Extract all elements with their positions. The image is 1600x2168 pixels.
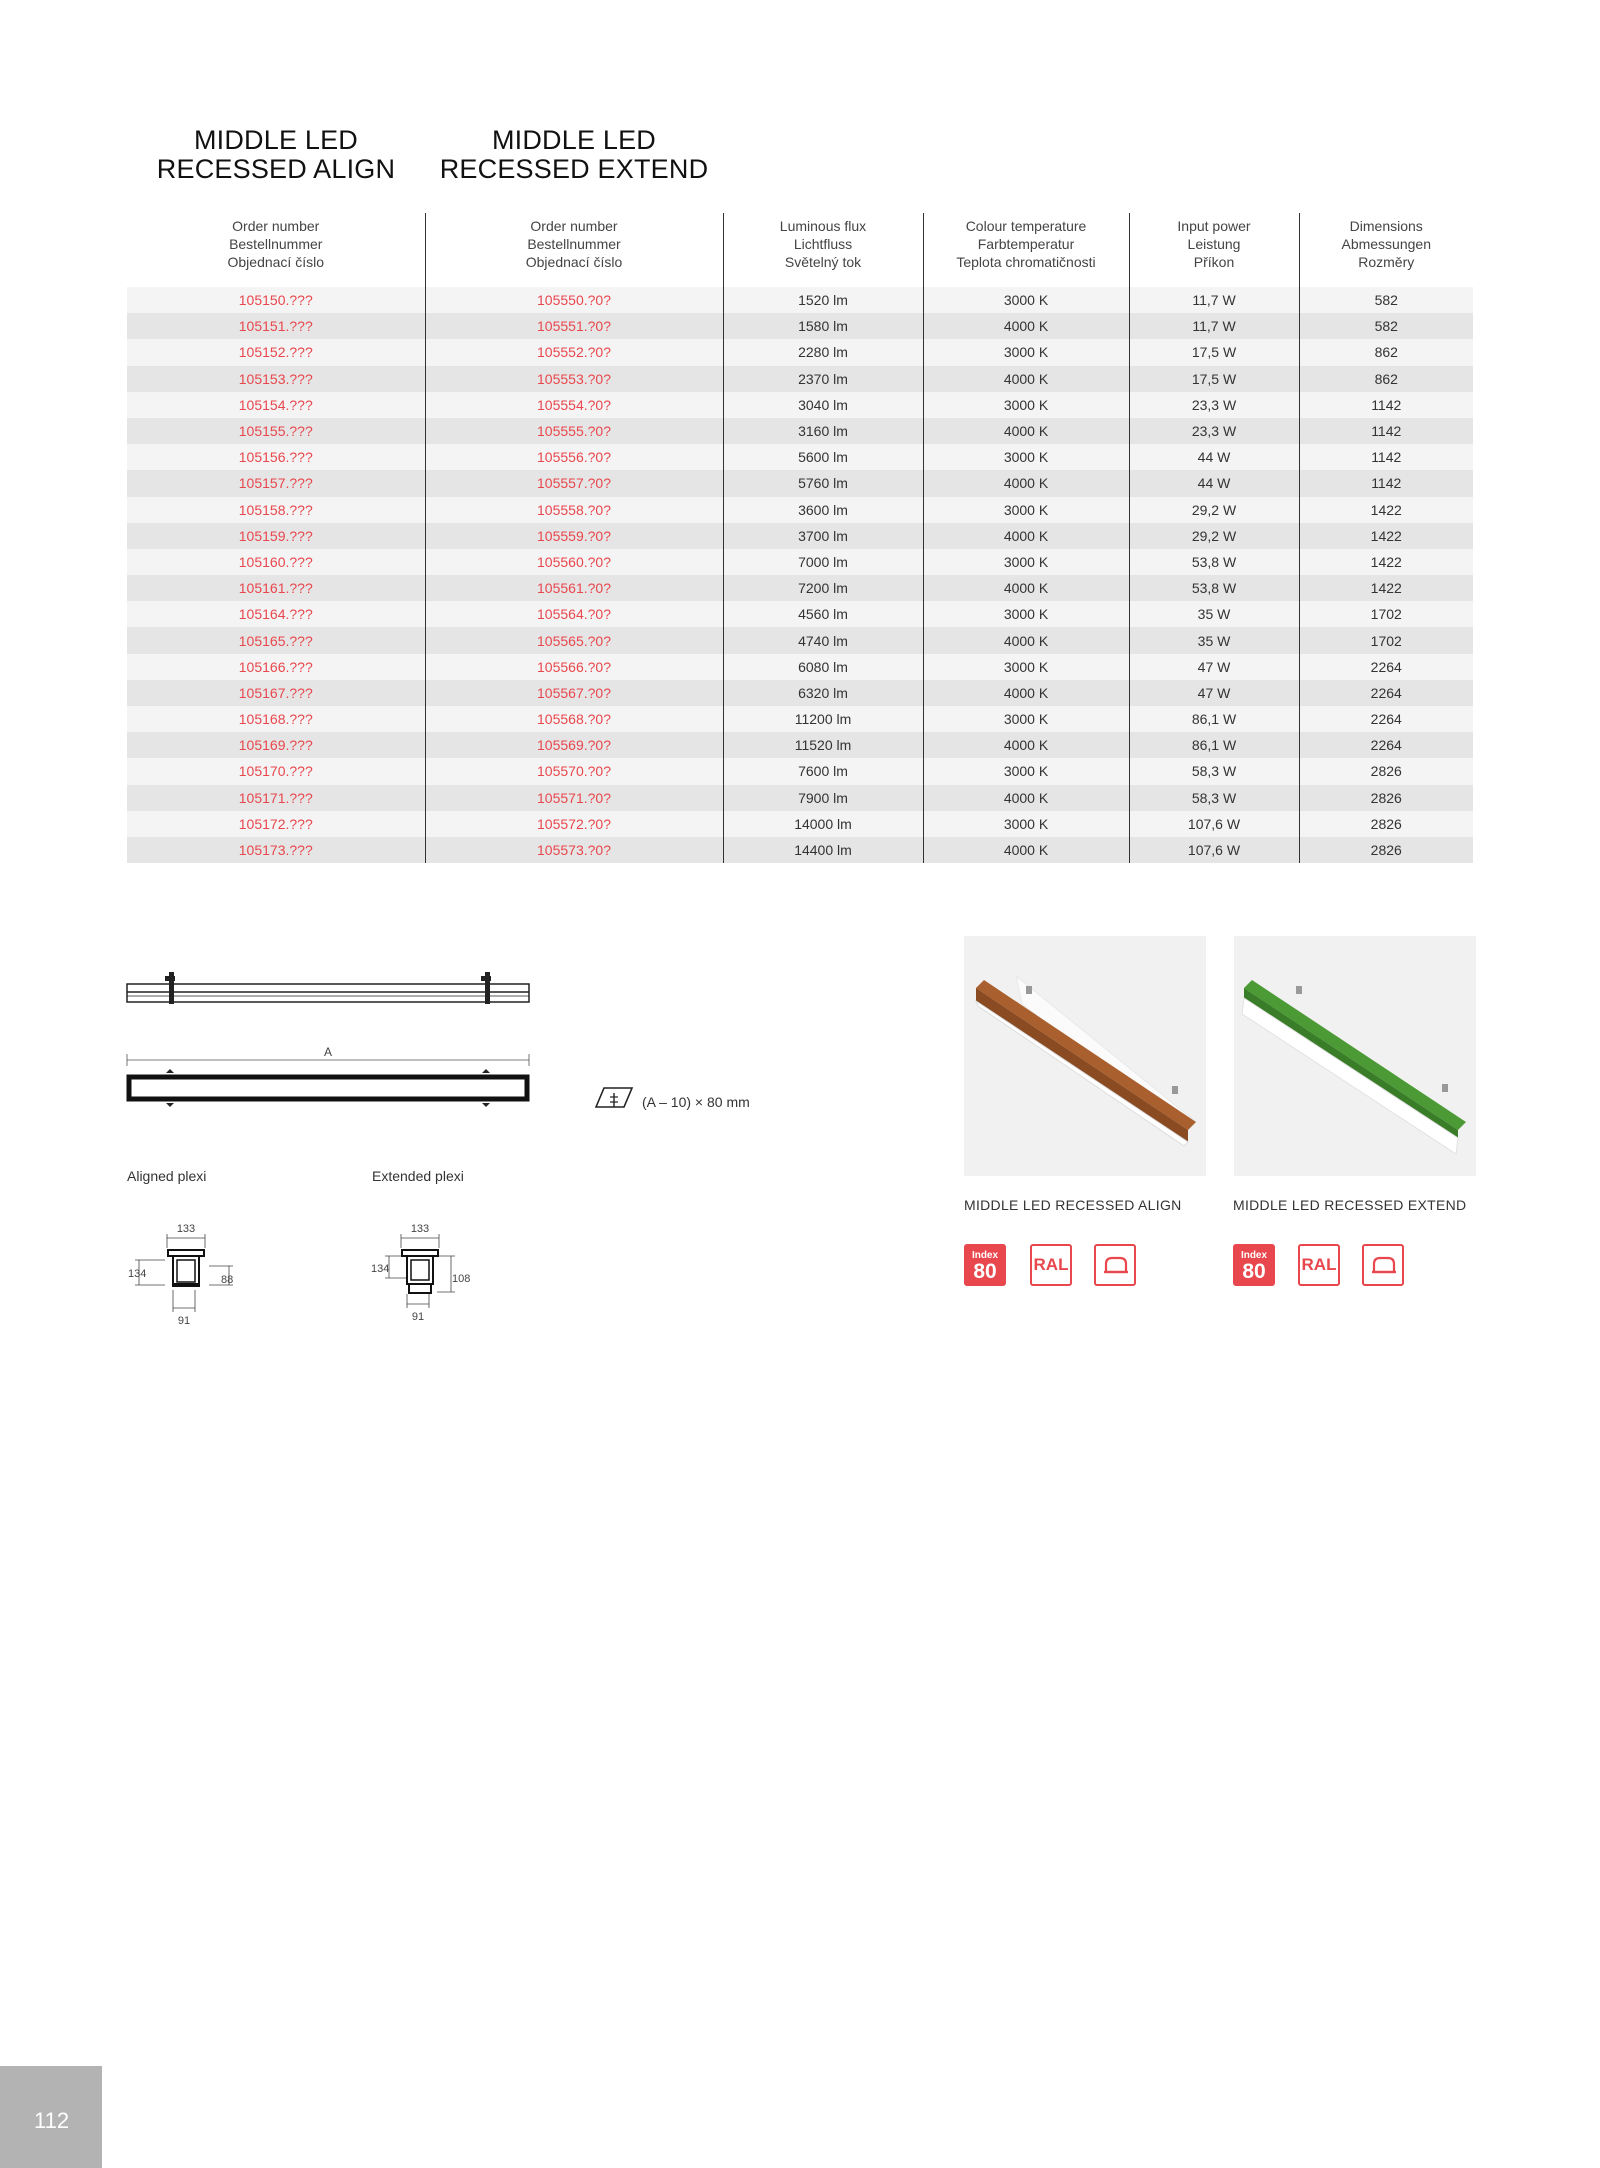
table-row: [127, 392, 1473, 418]
order-number-extend-cell: 105569.?0?: [425, 732, 723, 758]
order-number-align-cell: 105168.???: [127, 706, 425, 732]
order-number-extend-cell: 105556.?0?: [425, 444, 723, 470]
order-number-align-cell: 105172.???: [127, 811, 425, 837]
dimensions-cell: 2826: [1299, 758, 1473, 784]
order-number-extend-cell: 105567.?0?: [425, 680, 723, 706]
order-number-extend-cell: 105573.?0?: [425, 837, 723, 863]
order-number-align-cell: 105150.???: [127, 287, 425, 313]
colour-temperature-cell: 3000 K: [923, 654, 1129, 680]
aligned-plexi-caption: Aligned plexi: [127, 1168, 207, 1184]
dimensions-cell: 2264: [1299, 732, 1473, 758]
input-power-cell: 86,1 W: [1129, 732, 1299, 758]
colour-temperature-cell: 4000 K: [923, 418, 1129, 444]
cutout-dimension-text: (A – 10) × 80 mm: [642, 1094, 750, 1110]
order-number-extend-cell: 105570.?0?: [425, 758, 723, 784]
table-row: [127, 732, 1473, 758]
luminous-flux-cell: 3040 lm: [723, 392, 923, 418]
input-power-cell: 107,6 W: [1129, 811, 1299, 837]
dimensions-cell: 1422: [1299, 523, 1473, 549]
colour-temperature-cell: 4000 K: [923, 470, 1129, 496]
product-extend-image: [1234, 936, 1476, 1176]
product-align-image: [964, 936, 1206, 1176]
input-power-cell: 11,7 W: [1129, 313, 1299, 339]
header-colour-temperature: Colour temperature Farbtemperatur Teplota chromatičnosti: [923, 213, 1129, 287]
order-number-extend-cell: 105550.?0?: [425, 287, 723, 313]
order-number-align-cell: 105157.???: [127, 470, 425, 496]
colour-temperature-cell: 4000 K: [923, 680, 1129, 706]
ceiling-cutout-icon: [590, 1085, 636, 1111]
ral-badge-extend: RAL: [1298, 1244, 1340, 1286]
order-number-align-cell: 105167.???: [127, 680, 425, 706]
header-order-number-extend: Order number Bestellnummer Objednací číslo: [425, 213, 723, 287]
luminous-flux-cell: 7200 lm: [723, 575, 923, 601]
svg-text:91: 91: [411, 1311, 425, 1323]
colour-temperature-cell: 4000 K: [923, 575, 1129, 601]
table-row: [127, 706, 1473, 732]
product-name-align: MIDDLE LED RECESSED ALIGN: [964, 1197, 1182, 1213]
luminous-flux-cell: 5760 lm: [723, 470, 923, 496]
dimensions-cell: 862: [1299, 366, 1473, 392]
order-number-extend-cell: 105551.?0?: [425, 313, 723, 339]
order-number-extend-cell: 105560.?0?: [425, 549, 723, 575]
colour-temperature-cell: 4000 K: [923, 313, 1129, 339]
dimensions-cell: 2264: [1299, 654, 1473, 680]
input-power-cell: 29,2 W: [1129, 523, 1299, 549]
table-row: [127, 785, 1473, 811]
luminous-flux-cell: 6080 lm: [723, 654, 923, 680]
colour-temperature-cell: 4000 K: [923, 837, 1129, 863]
input-power-cell: 58,3 W: [1129, 758, 1299, 784]
input-power-cell: 17,5 W: [1129, 339, 1299, 365]
colour-temperature-cell: 3000 K: [923, 287, 1129, 313]
svg-text:108: 108: [452, 1273, 471, 1285]
luminous-flux-cell: 3700 lm: [723, 523, 923, 549]
aligned-profile-cross-section: [125, 1220, 245, 1330]
colour-temperature-cell: 4000 K: [923, 627, 1129, 653]
dimensions-cell: 2826: [1299, 811, 1473, 837]
luminous-flux-cell: 11200 lm: [723, 706, 923, 732]
table-row: [127, 287, 1473, 313]
cri-index-badge-extend: Index 80: [1233, 1244, 1275, 1286]
order-number-align-cell: 105173.???: [127, 837, 425, 863]
colour-temperature-cell: 4000 K: [923, 523, 1129, 549]
input-power-cell: 53,8 W: [1129, 575, 1299, 601]
order-number-align-cell: 105155.???: [127, 418, 425, 444]
colour-temperature-cell: 4000 K: [923, 732, 1129, 758]
colour-temperature-cell: 3000 K: [923, 758, 1129, 784]
table-row: [127, 680, 1473, 706]
input-power-cell: 35 W: [1129, 601, 1299, 627]
dimensions-cell: 862: [1299, 339, 1473, 365]
dimensions-cell: 582: [1299, 313, 1473, 339]
header-order-number-align: Order number Bestellnummer Objednací číslo: [127, 213, 425, 287]
input-power-cell: 44 W: [1129, 444, 1299, 470]
order-number-align-cell: 105153.???: [127, 366, 425, 392]
recessed-mount-icon: [1094, 1244, 1136, 1286]
order-number-align-cell: 105161.???: [127, 575, 425, 601]
table-header-row: [127, 213, 1473, 287]
input-power-cell: 47 W: [1129, 680, 1299, 706]
product-photo-align: [964, 936, 1206, 1176]
dimensions-cell: 1422: [1299, 575, 1473, 601]
dimension-a-label: A: [323, 1045, 333, 1059]
extended-profile-cross-section: [367, 1220, 487, 1330]
luminous-flux-cell: 3160 lm: [723, 418, 923, 444]
input-power-cell: 17,5 W: [1129, 366, 1299, 392]
svg-text:134: 134: [371, 1263, 390, 1275]
colour-temperature-cell: 3000 K: [923, 601, 1129, 627]
luminous-flux-cell: 6320 lm: [723, 680, 923, 706]
input-power-cell: 58,3 W: [1129, 785, 1299, 811]
dimensions-cell: 1142: [1299, 392, 1473, 418]
colour-temperature-cell: 3000 K: [923, 444, 1129, 470]
svg-text:88: 88: [221, 1274, 234, 1286]
luminous-flux-cell: 1520 lm: [723, 287, 923, 313]
page-number: 112: [34, 2108, 70, 2133]
input-power-cell: 86,1 W: [1129, 706, 1299, 732]
product-name-extend: MIDDLE LED RECESSED EXTEND: [1233, 1197, 1467, 1213]
order-number-extend-cell: 105561.?0?: [425, 575, 723, 601]
svg-text:133: 133: [410, 1223, 430, 1235]
table-row: [127, 549, 1473, 575]
table-row: [127, 627, 1473, 653]
input-power-cell: 44 W: [1129, 470, 1299, 496]
input-power-cell: 23,3 W: [1129, 392, 1299, 418]
table-row: [127, 575, 1473, 601]
table-row: [127, 811, 1473, 837]
svg-text:91: 91: [177, 1315, 191, 1327]
luminous-flux-cell: 1580 lm: [723, 313, 923, 339]
order-number-align-cell: 105164.???: [127, 601, 425, 627]
order-number-align-cell: 105170.???: [127, 758, 425, 784]
order-number-extend-cell: 105566.?0?: [425, 654, 723, 680]
order-number-align-cell: 105169.???: [127, 732, 425, 758]
colour-temperature-cell: 3000 K: [923, 392, 1129, 418]
specification-table: [127, 213, 1473, 863]
title-middle-led-recessed-extend: MIDDLE LED RECESSED EXTEND: [439, 125, 709, 184]
table-body: [127, 287, 1473, 863]
order-number-align-cell: 105151.???: [127, 313, 425, 339]
recessed-mount-icon: [1362, 1244, 1404, 1286]
dimensions-cell: 2264: [1299, 680, 1473, 706]
order-number-extend-cell: 105557.?0?: [425, 470, 723, 496]
table-row: [127, 758, 1473, 784]
colour-temperature-cell: 4000 K: [923, 366, 1129, 392]
luminous-flux-cell: 11520 lm: [723, 732, 923, 758]
dimensions-cell: 1142: [1299, 444, 1473, 470]
order-number-extend-cell: 105554.?0?: [425, 392, 723, 418]
header-dimensions: Dimensions Abmessungen Rozměry: [1341, 218, 1431, 270]
dimensions-cell: 2264: [1299, 706, 1473, 732]
order-number-align-cell: 105171.???: [127, 785, 425, 811]
order-number-extend-cell: 105553.?0?: [425, 366, 723, 392]
order-number-extend-cell: 105558.?0?: [425, 497, 723, 523]
input-power-cell: 11,7 W: [1129, 287, 1299, 313]
dimensions-cell: 2826: [1299, 785, 1473, 811]
input-power-cell: 35 W: [1129, 627, 1299, 653]
dimensions-cell: 2826: [1299, 837, 1473, 863]
table-row: [127, 418, 1473, 444]
input-power-cell: 29,2 W: [1129, 497, 1299, 523]
luminous-flux-cell: 14400 lm: [723, 837, 923, 863]
order-number-align-cell: 105159.???: [127, 523, 425, 549]
dimensions-cell: 1422: [1299, 497, 1473, 523]
order-number-align-cell: 105154.???: [127, 392, 425, 418]
product-photo-extend: [1234, 936, 1476, 1176]
dimensions-cell: 1422: [1299, 549, 1473, 575]
luminous-flux-cell: 2280 lm: [723, 339, 923, 365]
table-row: [127, 366, 1473, 392]
table-row: [127, 497, 1473, 523]
luminous-flux-cell: 5600 lm: [723, 444, 923, 470]
order-number-align-cell: 105160.???: [127, 549, 425, 575]
input-power-cell: 23,3 W: [1129, 418, 1299, 444]
luminous-flux-cell: 7900 lm: [723, 785, 923, 811]
order-number-extend-cell: 105568.?0?: [425, 706, 723, 732]
dimensions-cell: 1702: [1299, 627, 1473, 653]
order-number-extend-cell: 105571.?0?: [425, 785, 723, 811]
luminous-flux-cell: 7600 lm: [723, 758, 923, 784]
dimensions-cell: 1142: [1299, 470, 1473, 496]
order-number-extend-cell: 105565.?0?: [425, 627, 723, 653]
table-row: [127, 470, 1473, 496]
colour-temperature-cell: 3000 K: [923, 339, 1129, 365]
luminous-flux-cell: 7000 lm: [723, 549, 923, 575]
table-row: [127, 313, 1473, 339]
table-row: [127, 444, 1473, 470]
order-number-extend-cell: 105555.?0?: [425, 418, 723, 444]
title-middle-led-recessed-align: MIDDLE LED RECESSED ALIGN: [156, 125, 396, 184]
colour-temperature-cell: 4000 K: [923, 785, 1129, 811]
header-luminous-flux: Luminous flux Lichtfluss Světelný tok: [723, 213, 923, 287]
order-number-align-cell: 105152.???: [127, 339, 425, 365]
colour-temperature-cell: 3000 K: [923, 549, 1129, 575]
header-input-power: Input power Leistung Příkon: [1129, 213, 1299, 287]
colour-temperature-cell: 3000 K: [923, 497, 1129, 523]
dimensions-cell: 1142: [1299, 418, 1473, 444]
ral-badge-align: RAL: [1030, 1244, 1072, 1286]
order-number-extend-cell: 105572.?0?: [425, 811, 723, 837]
order-number-align-cell: 105158.???: [127, 497, 425, 523]
luminous-flux-cell: 2370 lm: [723, 366, 923, 392]
luminous-flux-cell: 4740 lm: [723, 627, 923, 653]
order-number-align-cell: 105166.???: [127, 654, 425, 680]
dimensions-cell: 582: [1299, 287, 1473, 313]
fixture-technical-drawing: [125, 970, 545, 1110]
luminous-flux-cell: 4560 lm: [723, 601, 923, 627]
table-row: [127, 601, 1473, 627]
order-number-align-cell: 105156.???: [127, 444, 425, 470]
table-row: [127, 837, 1473, 863]
order-number-extend-cell: 105552.?0?: [425, 339, 723, 365]
svg-text:134: 134: [128, 1268, 147, 1280]
colour-temperature-cell: 3000 K: [923, 811, 1129, 837]
svg-text:133: 133: [176, 1223, 196, 1235]
colour-temperature-cell: 3000 K: [923, 706, 1129, 732]
input-power-cell: 107,6 W: [1129, 837, 1299, 863]
order-number-extend-cell: 105564.?0?: [425, 601, 723, 627]
extended-plexi-caption: Extended plexi: [372, 1168, 464, 1184]
table-row: [127, 523, 1473, 549]
input-power-cell: 53,8 W: [1129, 549, 1299, 575]
order-number-extend-cell: 105559.?0?: [425, 523, 723, 549]
order-number-align-cell: 105165.???: [127, 627, 425, 653]
table-row: [127, 654, 1473, 680]
cri-index-badge-align: Index 80: [964, 1244, 1006, 1286]
table-row: [127, 339, 1473, 365]
input-power-cell: 47 W: [1129, 654, 1299, 680]
luminous-flux-cell: 3600 lm: [723, 497, 923, 523]
luminous-flux-cell: 14000 lm: [723, 811, 923, 837]
dimensions-cell: 1702: [1299, 601, 1473, 627]
